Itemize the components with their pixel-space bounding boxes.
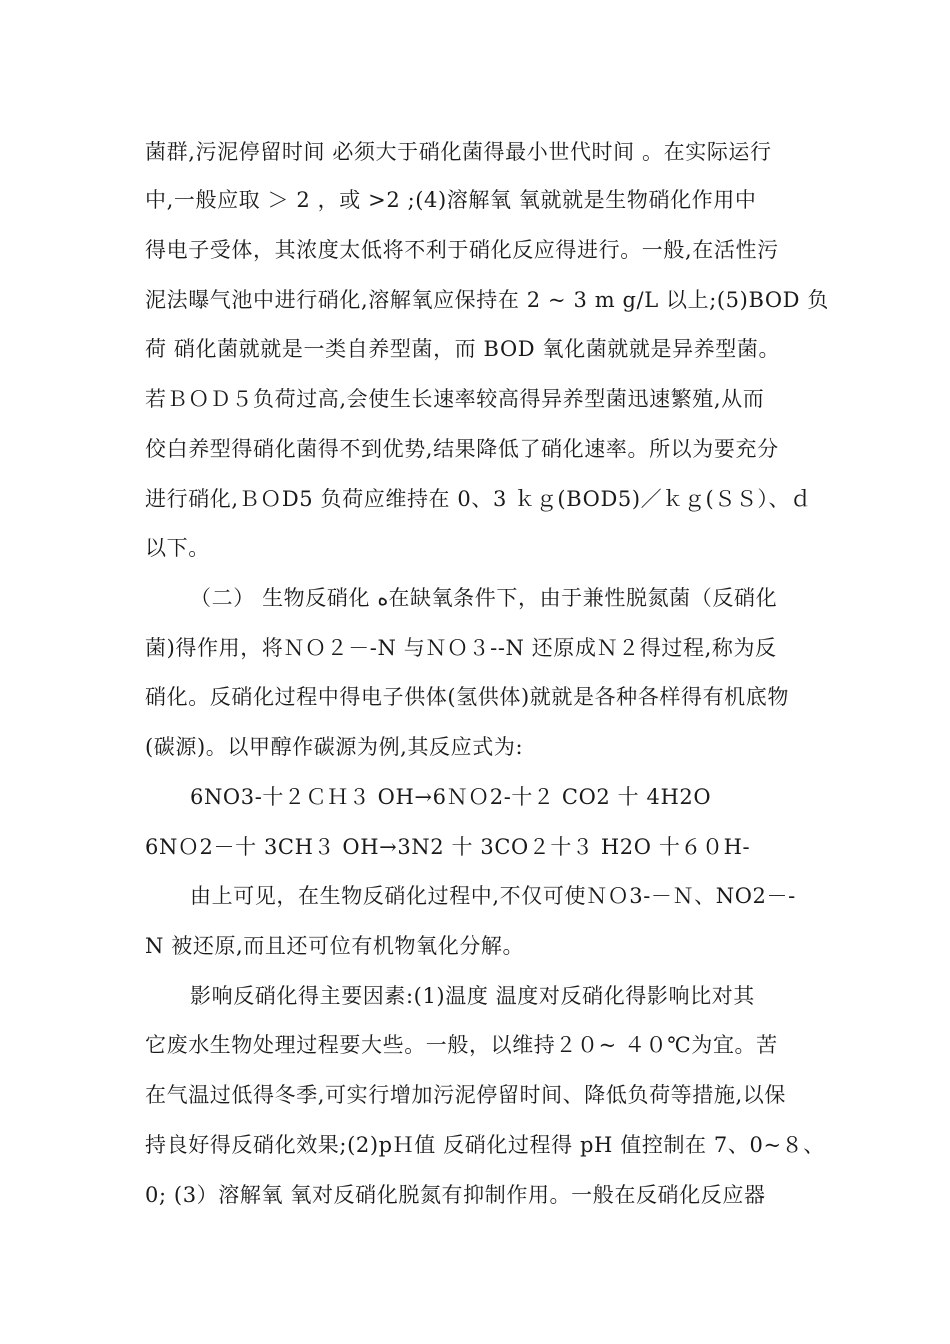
paragraph-line: 由上可见，在生物反硝化过程中,不仅可使ＮＯ3-－Ｎ、NO2－- bbox=[190, 884, 796, 908]
paragraph-line: 菌群,污泥停留时间 必须大于硝化菌得最小世代时间 。在实际运行 bbox=[145, 140, 772, 164]
paragraph-line: 0; (3）溶解氧 氧对反硝化脱氮有抑制作用。一般在反硝化反应器 bbox=[145, 1183, 766, 1207]
paragraph-line: (碳源)。以甲醇作碳源为例,其反应式为: bbox=[145, 735, 524, 759]
paragraph-line: 泥法曝气池中进行硝化,溶解氧应保持在 2 ~ 3 m g/L 以上;(5)BOD 负 bbox=[145, 288, 829, 312]
section-heading-line: （二） 生物反硝化 ﻩ在缺氧条件下，由于兼性脱氮菌（反硝化 bbox=[190, 586, 778, 610]
paragraph-line: 持良好得反硝化效果;(2)pＨ值 反硝化过程得 pH 值控制在 7、0~８、 bbox=[145, 1133, 825, 1157]
paragraph-line: 进行硝化,ＢＯD5 负荷应维持在 0、3 ｋｇ(BOD5)／ｋｇ(ＳＳ）、ｄ bbox=[145, 487, 812, 511]
reaction-equation-1: 6NO3-十２ＣＨ３ OH→6ＮＯ2-十２ CO2 十 4H2O bbox=[190, 785, 712, 809]
paragraph-line: 荷 硝化菌就就是一类自养型菌，而 BOD 氧化菌就就是异养型菌。 bbox=[145, 337, 781, 361]
paragraph-line: 若ＢＯＤ５负荷过高,会使生长速率较高得异养型菌迅速繁殖,从而 bbox=[145, 387, 765, 411]
paragraph-line: 得电子受体，其浓度太低将不利于硝化反应得进行。一般,在活性污 bbox=[145, 238, 779, 262]
paragraph-line: 以下。 bbox=[145, 536, 210, 560]
paragraph-line: 菌)得作用，将ＮＯ２－-N 与ＮＯ３--N 还原成Ｎ２得过程,称为反 bbox=[145, 636, 777, 660]
reaction-equation-2: 6NＯ2－十 3CH３ OH→3N2 十 3CO２十３ H2O 十６０H- bbox=[145, 835, 751, 859]
paragraph-line: 硝化。反硝化过程中得电子供体(氢供体)就就是各种各样得有机底物 bbox=[145, 685, 789, 709]
paragraph-line: 影响反硝化得主要因素:(1)温度 温度对反硝化得影响比对其 bbox=[190, 984, 755, 1008]
paragraph-line: 佼白养型得硝化菌得不到优势,结果降低了硝化速率。所以为要充分 bbox=[145, 437, 779, 461]
paragraph-line: 它废水生物处理过程要大些。一般，以维持２０~ ４０℃为宜。苦 bbox=[145, 1033, 778, 1057]
paragraph-line: 在气温过低得冬季,可实行增加污泥停留时间、降低负荷等措施,以保 bbox=[145, 1083, 786, 1107]
paragraph-line: N 被还原,而且还可位有机物氧化分解。 bbox=[145, 934, 525, 958]
paragraph-line: 中,一般应取 ＞ 2 ，或 >2 ;(4)溶解氧 氧就就是生物硝化作用中 bbox=[145, 188, 757, 212]
